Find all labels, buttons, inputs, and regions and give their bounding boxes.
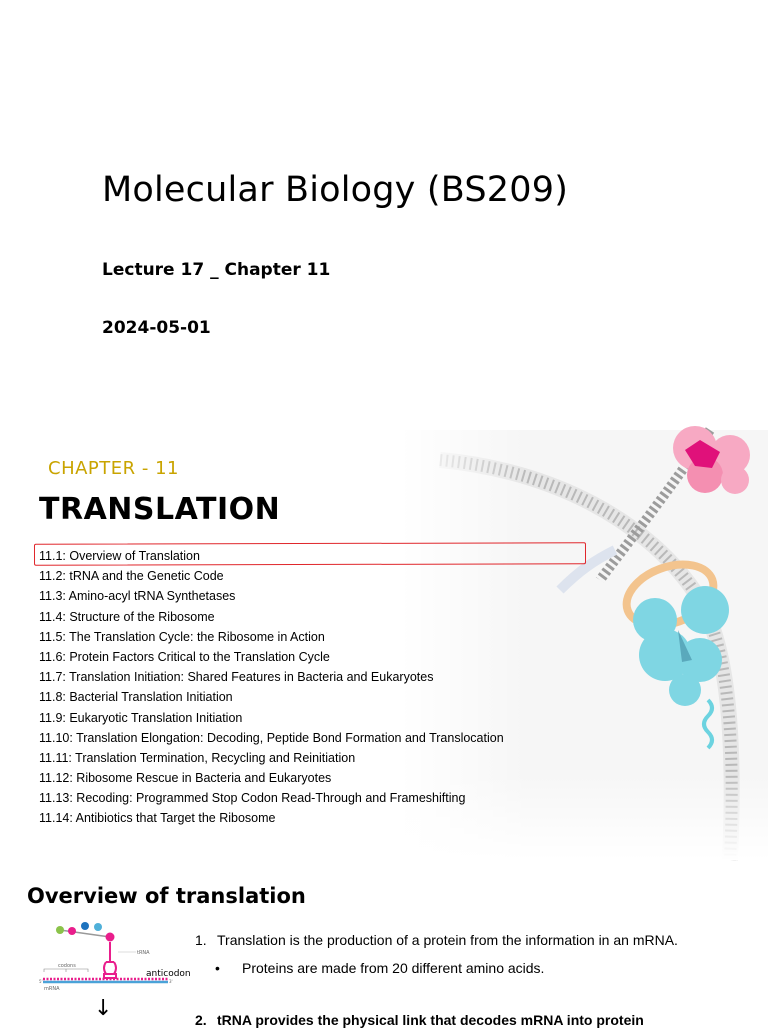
- subpoint-text: Proteins are made from 20 different amino acids.: [242, 960, 545, 976]
- trna-diagram: [38, 920, 191, 1024]
- toc-item: 11.14: Antibiotics that Target the Ribosome: [39, 811, 276, 826]
- course-title: Molecular Biology (BS209): [102, 170, 569, 210]
- point-2: [195, 1012, 644, 1028]
- toc-item: 11.8: Bacterial Translation Initiation: [39, 690, 233, 705]
- lecture-date: 2024-05-01: [102, 318, 211, 338]
- bullet-icon: •: [215, 960, 220, 976]
- toc-item: 11.4: Structure of the Ribosome: [39, 609, 215, 624]
- highlight-box: [34, 542, 586, 565]
- anticodon-label: anticodon: [146, 969, 191, 979]
- point-1-subbullet: [215, 960, 544, 976]
- chapter-title: TRANSLATION: [39, 492, 281, 527]
- overview-slide: [0, 860, 768, 1028]
- toc-item: 11.6: Protein Factors Critical to the Translation Cycle: [39, 649, 330, 664]
- toc-item: 11.5: The Translation Cycle: the Ribosome in Action: [39, 629, 325, 644]
- toc-item: 11.7: Translation Initiation: Shared Features in Bacteria and Eukaryotes: [39, 670, 434, 685]
- toc-item: 11.3: Amino-acyl tRNA Synthetases: [39, 589, 236, 604]
- codons-label: codons: [58, 963, 76, 969]
- mrna-label: mRNA: [44, 986, 60, 992]
- toc-item: 11.9: Eukaryotic Translation Initiation: [39, 710, 243, 725]
- point-text: tRNA provides the physical link that decodes mRNA into protein: [217, 1012, 644, 1028]
- toc-item: 11.13: Recoding: Programmed Stop Codon Read-Through and Frameshifting: [39, 791, 466, 806]
- toc-item: 11.1: Overview of Translation: [39, 549, 200, 563]
- toc-item: 11.2: tRNA and the Genetic Code: [39, 569, 224, 584]
- toc-item: 11.10: Translation Elongation: Decoding, Peptide Bond Formation and Translocation: [39, 730, 504, 745]
- point-text: Translation is the production of a protein from the information in an mRNA.: [217, 932, 678, 948]
- chapter-slide: [0, 430, 768, 860]
- chapter-label: CHAPTER - 11: [48, 458, 179, 479]
- point-number: 2.: [195, 1012, 207, 1028]
- toc-item: 11.11: Translation Termination, Recycling and Reinitiation: [39, 750, 356, 765]
- lecture-subtitle: Lecture 17 _ Chapter 11: [102, 260, 331, 280]
- point-1: [195, 932, 678, 948]
- point-number: 1.: [195, 932, 207, 948]
- five-prime-label: 5': [39, 979, 43, 984]
- title-slide: [0, 0, 768, 430]
- table-of-contents: [39, 546, 504, 829]
- overview-title: Overview of translation: [27, 884, 306, 908]
- three-prime-label: 3': [169, 979, 173, 984]
- down-arrow-icon: ↓: [94, 996, 113, 1021]
- trna-label: tRNA: [137, 950, 150, 956]
- toc-item: 11.12: Ribosome Rescue in Bacteria and Eukaryotes: [39, 771, 332, 786]
